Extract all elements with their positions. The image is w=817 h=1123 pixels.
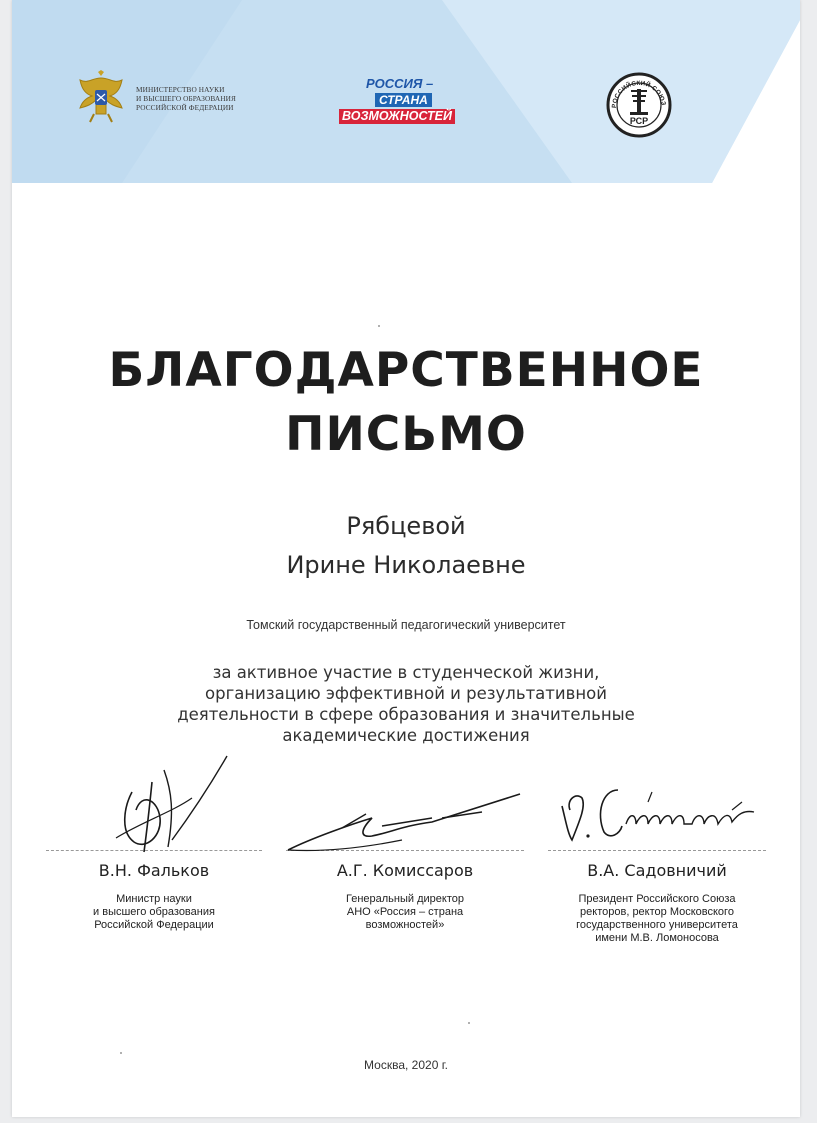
award-reason: за активное участие в студенческой жизни, организацию эффективной и результативной деятельности в сфере образования и значительные академические достижения — [177, 663, 635, 745]
signature-komissarov — [282, 788, 527, 858]
svg-text:РОССИЙСКИЙ СОЮЗ РЕКТОРОВ: РОССИЙСКИЙ СОЮЗ — [610, 79, 667, 109]
signer-role: Президент Российского Союза ректоров, ректор Московского государственного университета имени М.В. Ломоносова — [576, 893, 738, 944]
ministry-text: МИНИСТЕРСТВО НАУКИ И ВЫСШЕГО ОБРАЗОВАНИЯ РОССИЙСКОЙ ФЕДЕРАЦИИ — [136, 84, 236, 112]
signer-name: А.Г. Комиссаров — [336, 861, 474, 880]
recipient-organization: Томский государственный педагогический университет — [246, 618, 566, 632]
signer-role: Генеральный директор АНО «Россия – страна возможностей» — [346, 893, 464, 931]
paper-speck — [120, 1052, 122, 1054]
signer-falkov — [46, 861, 262, 932]
paper-speck — [468, 1022, 470, 1024]
signer-role: Министр науки и высшего образования Российской Федерации — [93, 893, 215, 931]
eagle-emblem-icon — [74, 70, 128, 126]
rectors-union-logo — [606, 72, 672, 143]
place-date: Москва, 2020 г. — [364, 1058, 448, 1072]
signature-sadovnichy — [556, 784, 766, 844]
ministry-logo — [74, 70, 236, 126]
svg-text:РСР: РСР — [629, 116, 649, 126]
signature-falkov — [102, 752, 242, 862]
signer-name: В.А. Садовничий — [587, 861, 727, 880]
document-title-line1: БЛАГОДАРСТВЕННОЕ — [108, 343, 704, 398]
signer-sadovnichy — [548, 861, 766, 945]
recipient-surname: Рябцевой — [346, 512, 466, 540]
document-title-line2: ПИСЬМО — [285, 407, 527, 462]
signer-name: В.Н. Фальков — [98, 861, 210, 880]
paper-speck — [378, 325, 380, 327]
recipient-given-names: Ирине Николаевне — [286, 551, 526, 579]
rectors-union-seal-icon — [606, 72, 672, 138]
signature-line-3 — [548, 850, 766, 851]
signer-komissarov — [286, 861, 524, 932]
russia-opportunities-logo: РОССИЯ – СТРАНА ВОЗМОЖНОСТЕЙ — [336, 76, 455, 124]
certificate-page — [12, 0, 800, 1117]
